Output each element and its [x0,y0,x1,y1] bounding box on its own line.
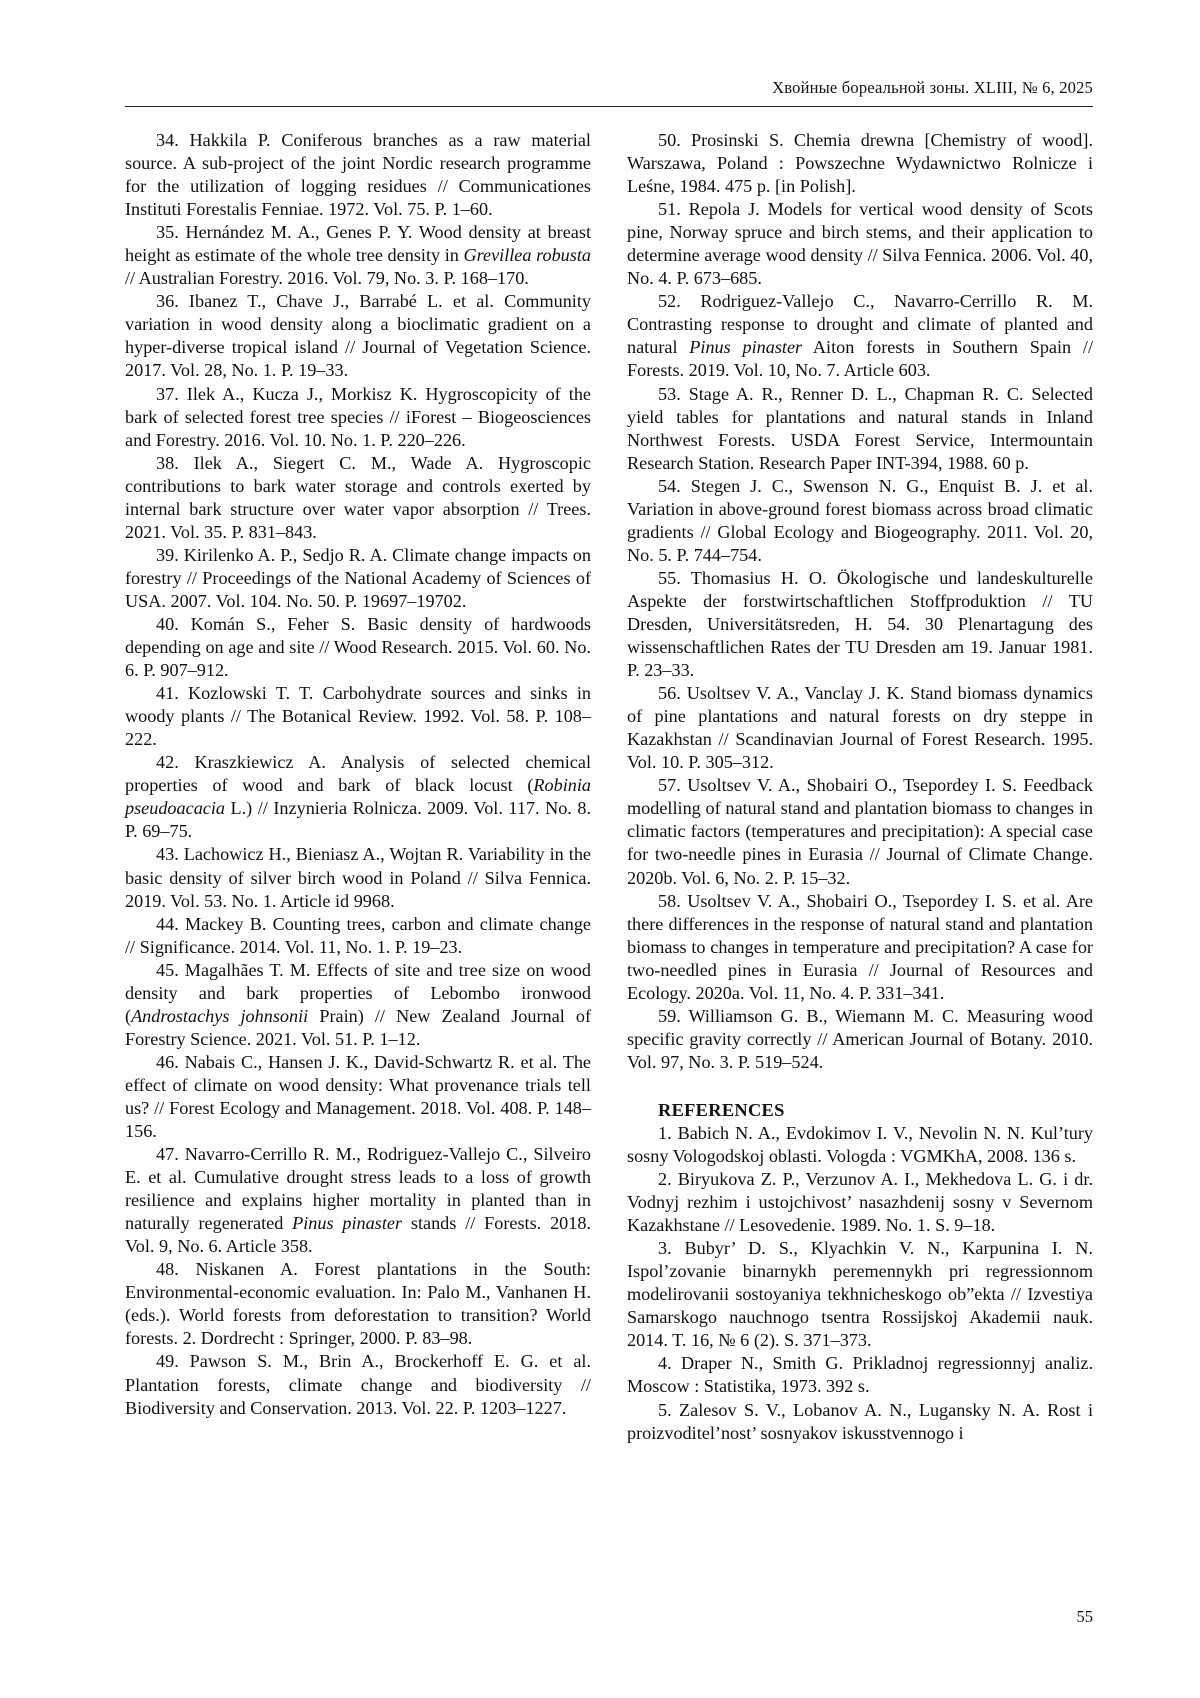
reference-entry: 42. Kraszkiewicz A. Analysis of selected chemical properties of wood and bark of black locust (Robinia pseudoacacia L.) // Inzynieria Rolnicza. 2009. Vol. 117. No. 8. P. 69–75. [125,752,591,842]
reference-entry: 34. Hakkila P. Coniferous branches as a raw material source. A sub-project of the joint Nordic research programme for the utilization of logging residues // Communicationes Instituti Forestalis Fenniae. 1972. Vol. 75. P. 1–60. [125,130,591,220]
reference-entry: 40. Komán S., Feher S. Basic density of hardwoods depending on age and site // Wood Research. 2015. Vol. 60. No. 6. P. 907–912. [125,613,591,681]
reference-entry: 39. Kirilenko A. P., Sedjo R. A. Climate change impacts on forestry // Proceedings of the National Academy of Sciences of USA. 2007. Vol. 104. No. 50. P. 19697–19702. [125,544,591,611]
reference-entry: 56. Usoltsev V. A., Vanclay J. K. Stand biomass dynamics of pine plantations and natural forests on dry steppe in Kazakhstan // Scandinavian Journal of Forest Research. 1995. Vol. 10. P. 305–312. [627,683,1093,773]
reference-entry: 51. Repola J. Models for vertical wood density of Scots pine, Norway spruce and birch stems, and their application to determine average wood density // Silva Fennica. 2006. Vol. 40, No. 4. P. 673–685. [627,199,1093,289]
reference-entry: 3. Bubyr’ D. S., Klyachkin V. N., Karpunina I. N. Ispol’zovanie binarnykh peremennykh pri regressionnom modelirovanii sostoyaniya tekhnicheskogo ob”ekta // Izvestiya Samarskogo nauchnogo tsentra Rossijskoj Akademii nauk. 2014. T. 16, № 6 (2). S. 371–373. [627,1238,1093,1351]
reference-entry: 52. Rodriguez-Vallejo C., Navarro-Cerrillo R. M. Contrasting response to drought and climate of planted and natural Pinus pinaster Aiton forests in Southern Spain // Forests. 2019. Vol. 10, No. 7. Article 603. [627,291,1094,381]
reference-entry: 45. Magalhães T. M. Effects of site and tree size on wood density and bark properties of Lebombo ironwood (Androstachys johnsonii Prain) // New Zealand Journal of Forestry Science. 2021. Vol. 51. P. 1–12. [125,959,592,1049]
reference-entry: 37. Ilek A., Kucza J., Morkisz K. Hygroscopicity of the bark of selected forest tree species // iForest – Biogeosciences and Forestry. 2016. Vol. 10. No. 1. P. 220–226. [125,383,591,450]
reference-entry: 46. Nabais C., Hansen J. K., David-Schwartz R. et al. The effect of climate on wood density: What provenance trials tell us? // Forest Ecology and Management. 2018. Vol. 408. P. 148–156. [125,1051,591,1142]
reference-entry: 1. Babich N. A., Evdokimov I. V., Nevolin N. N. Kul’tury sosny Vologodskoj oblasti. Vologda : VGMKhA, 2008. 136 s. [627,1122,1093,1167]
page-number: 55 [1076,1607,1093,1626]
reference-entry: 55. Thomasius H. O. Ökologische und landeskulturelle Aspekte der forstwirtschaftlichen Stoffproduktion // TU Dresden, Universitätsreden, H. 54. 30 Plenartagung des wissenschaftlichen Rates der TU Dresden am 19. Januar 1981. P. 23–33. [627,567,1093,681]
reference-entry: 2. Biryukova Z. P., Verzunov A. I., Mekhedova L. G. i dr. Vodnyj rezhim i ustojchivost’ nasazhdenij sosny v Severnom Kazakhstane // Lesovedenie. 1989. No. 1. S. 9–18. [627,1169,1093,1236]
reference-entry: 43. Lachowicz H., Bieniasz A., Wojtan R. Variability in the basic density of silver birch wood in Poland // Silva Fennica. 2019. Vol. 53. No. 1. Article id 9968. [125,844,591,911]
reference-entry: 38. Ilek A., Siegert C. M., Wade A. Hygroscopic contributions to bark water storage and controls exerted by internal bark structure over water vapor absorption // Trees. 2021. Vol. 35. P. 831–843. [125,452,591,542]
reference-entry: 4. Draper N., Smith G. Prikladnoj regressionnyj analiz. Moscow : Statistika, 1973. 392 s. [627,1353,1093,1397]
reference-entry: 53. Stage A. R., Renner D. L., Chapman R. C. Selected yield tables for plantations and natural stands in Inland Northwest Forests. USDA Forest Service, Intermountain Research Station. Research Paper INT-394, 1988. 60 p. [627,383,1093,473]
reference-entry: 41. Kozlowski T. T. Carbohydrate sources and sinks in woody plants // The Botanical Review. 1992. Vol. 58. P. 108–222. [125,683,591,750]
running-head: Хвойные бореальной зоны. XLIII, № 6, 2025 [772,78,1093,97]
reference-entry: 57. Usoltsev V. A., Shobairi O., Tsepordey I. S. Feedback modelling of natural stand and plantation biomass to changes in climatic factors (temperatures and precipitation): A special case for two-needle pines in Eurasia // Journal of Climate Change. 2020b. Vol. 6, No. 2. P. 15–32. [627,775,1093,888]
right-column [627,129,1093,1445]
reference-entry: 50. Prosinski S. Chemia drewna [Chemistry of wood]. Warszawa, Poland : Powszechne Wydawnictwo Rolnicze i Leśne, 1984. 475 p. [in Polish]. [627,130,1093,197]
header-rule [125,106,1093,107]
left-column [125,129,591,1420]
reference-entry: 47. Navarro-Cerrillo R. M., Rodriguez-Vallejo C., Silveiro E. et al. Cumulative drought stress leads to a loss of growth resilience and explains higher mortality in planted than in naturally regenerated Pinus pinaster stands // Forests. 2018. Vol. 9, No. 6. Article 358. [125,1144,591,1257]
reference-entry: 35. Hernández M. A., Genes P. Y. Wood density at breast height as estimate of the whole tree density in Grevillea robusta // Australian Forestry. 2016. Vol. 79, No. 3. P. 168–170. [125,222,591,289]
reference-entry: 49. Pawson S. M., Brin A., Brockerhoff E. G. et al. Plantation forests, climate change and biodiversity // Biodiversity and Conservation. 2013. Vol. 22. P. 1203–1227. [125,1351,591,1418]
references-heading: REFERENCES [658,1099,785,1120]
reference-entry: 44. Mackey B. Counting trees, carbon and climate change // Significance. 2014. Vol. 11, No. 1. P. 19–23. [125,913,591,957]
reference-entry: 54. Stegen J. C., Swenson N. G., Enquist B. J. et al. Variation in above-ground forest biomass across broad climatic gradients // Global Ecology and Biogeography. 2011. Vol. 20, No. 5. P. 744–754. [627,475,1093,565]
reference-entry: 59. Williamson G. B., Wiemann M. C. Measuring wood specific gravity correctly // American Journal of Botany. 2010. Vol. 97, No. 3. P. 519–524. [627,1005,1093,1072]
reference-entry: 5. Zalesov S. V., Lobanov A. N., Lugansky N. A. Rost i proizvoditel’nost’ sosnyakov iskusstvennogo i [627,1399,1093,1443]
reference-entry: 58. Usoltsev V. A., Shobairi O., Tsepordey I. S. et al. Are there differences in the response of natural stand and plantation biomass to changes in temperature and precipitation? A case for two-needled pines in Eurasia // Journal of Resources and Ecology. 2020a. Vol. 11, No. 4. P. 331–341. [627,890,1093,1003]
reference-entry: 48. Niskanen A. Forest plantations in the South: Environmental-economic evaluation. In: Palo M., Vanhanen H. (eds.). World forests from deforestation to transition? World forests. 2. Dordrecht : Springer, 2000. P. 83–98. [125,1259,591,1349]
reference-entry: 36. Ibanez T., Chave J., Barrabé L. et al. Community variation in wood density along a bioclimatic gradient on a hyper-diverse tropical island // Journal of Vegetation Science. 2017. Vol. 28, No. 1. P. 19–33. [125,291,591,381]
